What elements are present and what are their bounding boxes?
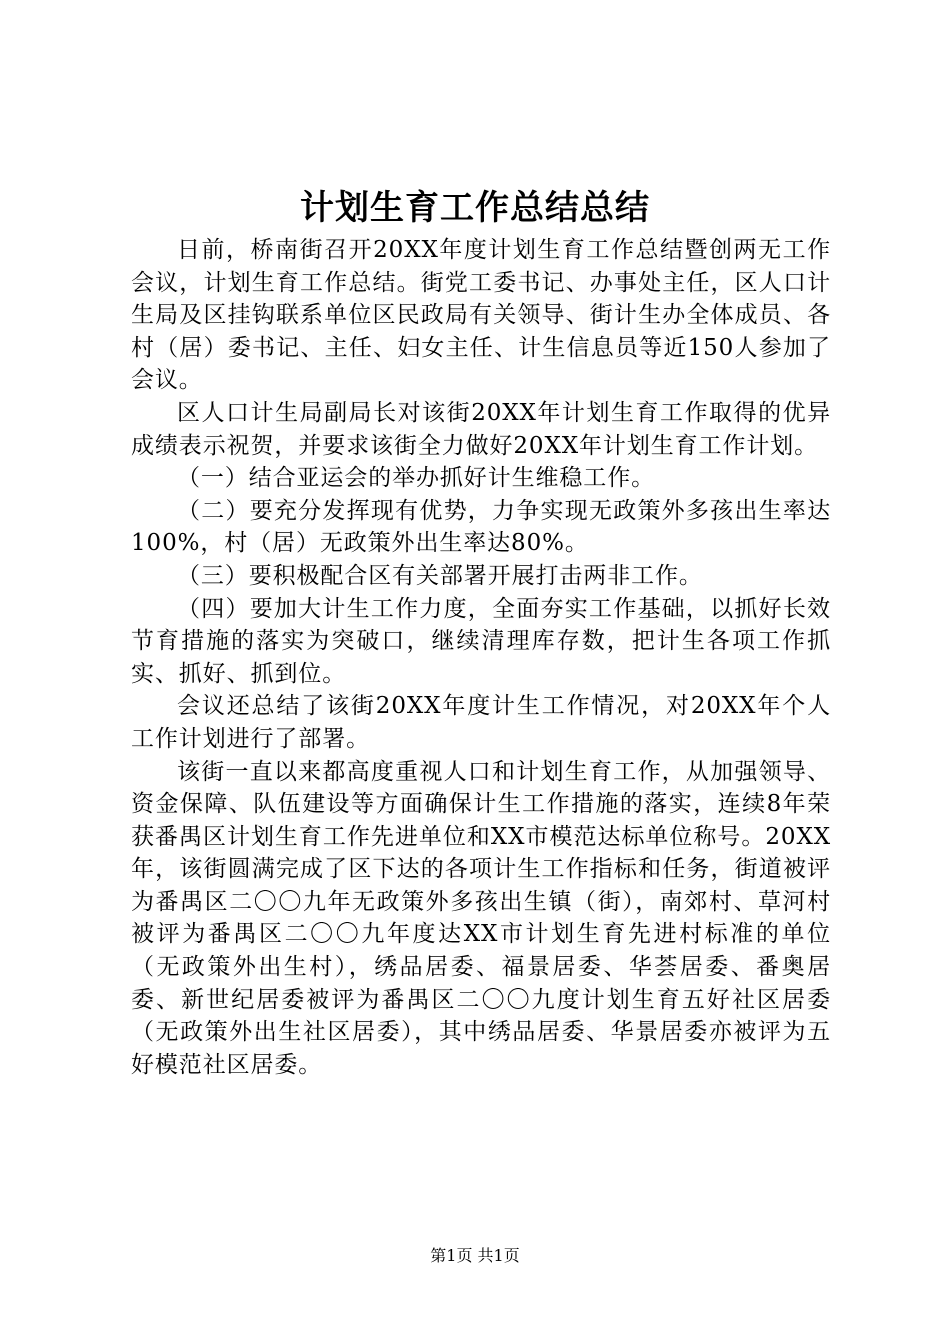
paragraph-congratulations: 区人口计生局副局长对该街20XX年计划生育工作取得的优异成绩表示祝贺，并要求该街全力做好20XX年计划生育工作计划。 xyxy=(131,399,831,459)
document-body xyxy=(131,234,831,1081)
page-footer: 第1页 共1页 xyxy=(430,1246,520,1265)
paragraph-item-4: （四）要加大计生工作力度，全面夯实工作基础，以抓好长效节育措施的落实为突破口，继续清理库存数，把计生各项工作抓实、抓好、抓到位。 xyxy=(131,595,831,687)
paragraph-item-1: （一）结合亚运会的举办抓好计生维稳工作。 xyxy=(177,465,655,492)
paragraph-item-3: （三）要积极配合区有关部署开展打击两非工作。 xyxy=(177,562,703,589)
paragraph-achievements: 该街一直以来都高度重视人口和计划生育工作，从加强领导、资金保障、队伍建设等方面确保计生工作措施的落实，连续8年荣获番禺区计划生育工作先进单位和XX市模范达标单位称号。20XX年，该街圆满完成了区下达的各项计生工作指标和任务，街道被评为番禺区二〇〇九年无政策外多孩出生镇（街），南郊村、草河村被评为番禺区二〇〇九年度达XX市计划生育先进村标准的单位（无政策外出生村），绣品居委、福景居委、华荟居委、番奥居委、新世纪居委被评为番禺区二〇〇九度计划生育五好社区居委（无政策外出生社区居委），其中绣品居委、华景居委亦被评为五好模范社区居委。 xyxy=(131,758,831,1078)
paragraph-meeting-summary: 会议还总结了该街20XX年度计生工作情况，对20XX年个人工作计划进行了部署。 xyxy=(131,693,831,752)
paragraph-item-2: （二）要充分发挥现有优势，力争实现无政策外多孩出生率达100%，村（居）无政策外出生率达80%。 xyxy=(131,497,831,557)
paragraph-meeting-intro: 日前，桥南街召开20XX年度计划生育工作总结暨创两无工作会议，计划生育工作总结。街党工委书记、办事处主任，区人口计生局及区挂钩联系单位区民政局有关领导、街计生办全体成员、各村（居）委书记、主任、妇女主任、计生信息员等近150人参加了会议。 xyxy=(131,237,831,394)
document-title: 计划生育工作总结总结 xyxy=(300,188,650,228)
